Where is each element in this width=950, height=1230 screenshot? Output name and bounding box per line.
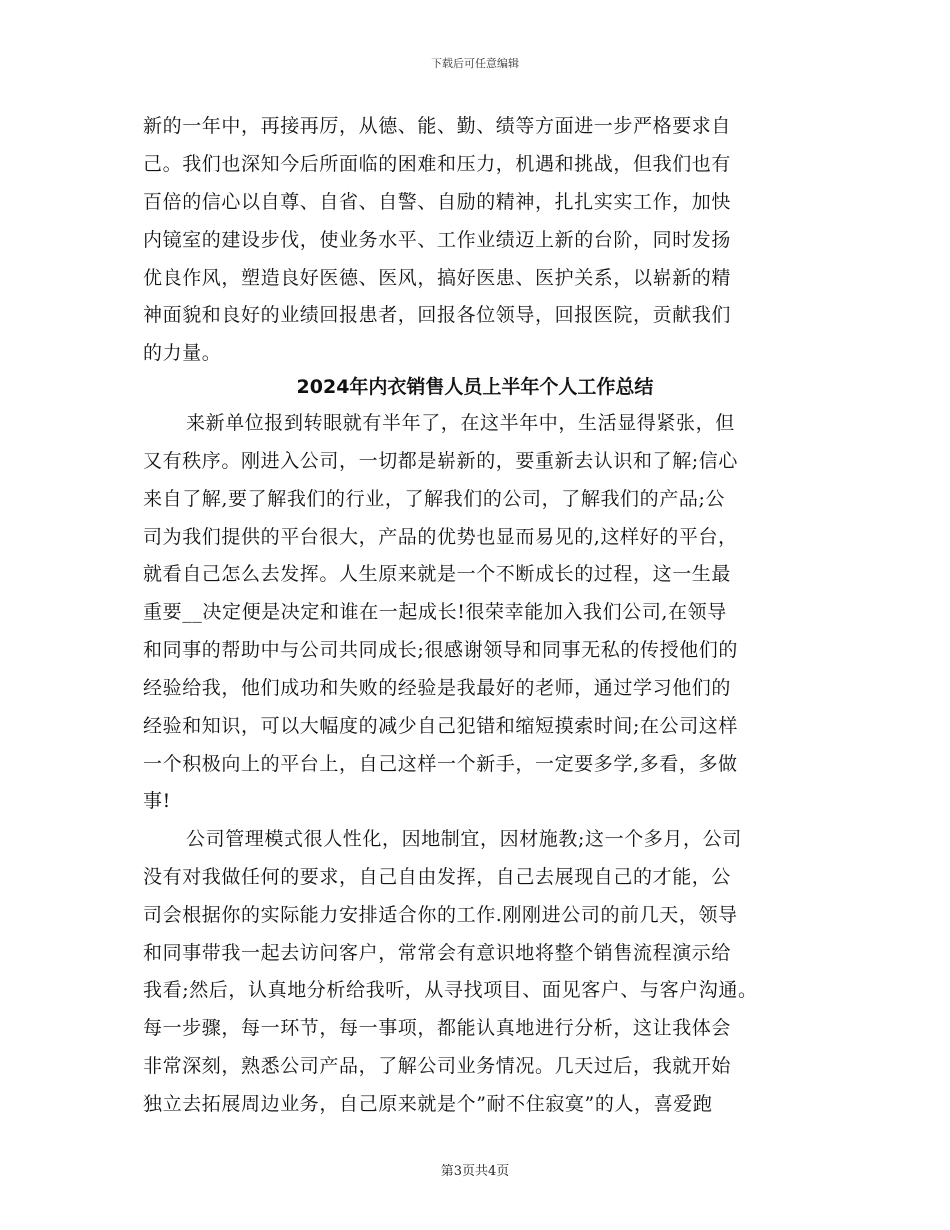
text-line: 新的一年中，再接再厉，从德、能、勤、绩等方面进一步严格要求自: [143, 115, 732, 137]
text-line: 和同事的帮助中与公司共同成长;很感谢领导和同事无私的传授他们的: [143, 639, 739, 661]
text-line: 每一步骤，每一环节，每一事项，都能认真地进行分析，这让我体会: [143, 1017, 732, 1039]
text-line: 我看;然后，认真地分析给我听，从寻找项目、面见客户、与客户沟通。: [143, 979, 758, 1001]
text-line: 就看自己怎么去发挥。人生原来就是一个不断成长的过程，这一生最: [143, 563, 732, 585]
header-note: 下载后可任意编辑: [431, 57, 519, 70]
text-line: 的力量。: [143, 342, 222, 364]
text-line: 内镜室的建设步伐，使业务水平、工作业绩迈上新的台阶，同时发扬: [143, 229, 732, 251]
text-line: 和同事带我一起去访问客户，常常会有意识地将整个销售流程演示给: [143, 942, 732, 964]
text-line: 司为我们提供的平台很大，产品的优势也显而易见的,这样好的平台，: [143, 526, 738, 548]
text-line: 经验和知识，可以大幅度的减少自己犯错和缩短摸索时间;在公司这样: [143, 715, 739, 737]
text-line: 重要__决定便是决定和谁在一起成长!很荣幸能加入我们公司,在领导: [143, 601, 727, 623]
text-line: 神面貌和良好的业绩回报患者，回报各位领导，回报医院，贡献我们: [143, 304, 732, 326]
page-number: 第3页共4页: [440, 1164, 510, 1179]
text-line: 非常深刻，熟悉公司产品，了解公司业务情况。几天过后，我就开始: [143, 1055, 732, 1077]
text-line: 司会根据你的实际能力安排适合你的工作.刚刚进公司的前几天，领导: [143, 904, 738, 926]
text-line: 优良作风，塑造良好医德、医风，搞好医患、医护关系，以崭新的精: [143, 267, 732, 289]
text-line: 来自了解,要了解我们的行业，了解我们的公司，了解我们的产品;公: [143, 488, 726, 510]
text-line: 一个积极向上的平台上，自己这样一个新手，一定要多学,多看，多做: [143, 753, 738, 775]
text-line: 来新单位报到转眼就有半年了，在这半年中，生活显得紧张，但: [186, 412, 735, 434]
text-line: 没有对我做任何的要求，自己自由发挥，自己去展现自己的才能，公: [143, 866, 732, 888]
text-line: 己。我们也深知今后所面临的困难和压力，机遇和挑战，但我们也有: [143, 153, 732, 175]
text-line: 公司管理模式很人性化，因地制宜，因材施教;这一个多月，公司: [186, 828, 742, 850]
text-line: 经验给我，他们成功和失败的经验是我最好的老师，通过学习他们的: [143, 677, 732, 699]
text-line: 独立去拓展周边业务，自己原来就是个”耐不住寂寞”的人，喜爱跑: [143, 1093, 713, 1115]
text-line: 百倍的信心以自尊、自省、自警、自励的精神，扎扎实实工作，加快: [143, 191, 732, 213]
text-line: 事!: [143, 790, 171, 812]
article-title: 2024年内衣销售人员上半年个人工作总结: [296, 376, 654, 398]
text-line: 又有秩序。刚进入公司，一切都是崭新的，要重新去认识和了解;信心: [143, 450, 739, 472]
